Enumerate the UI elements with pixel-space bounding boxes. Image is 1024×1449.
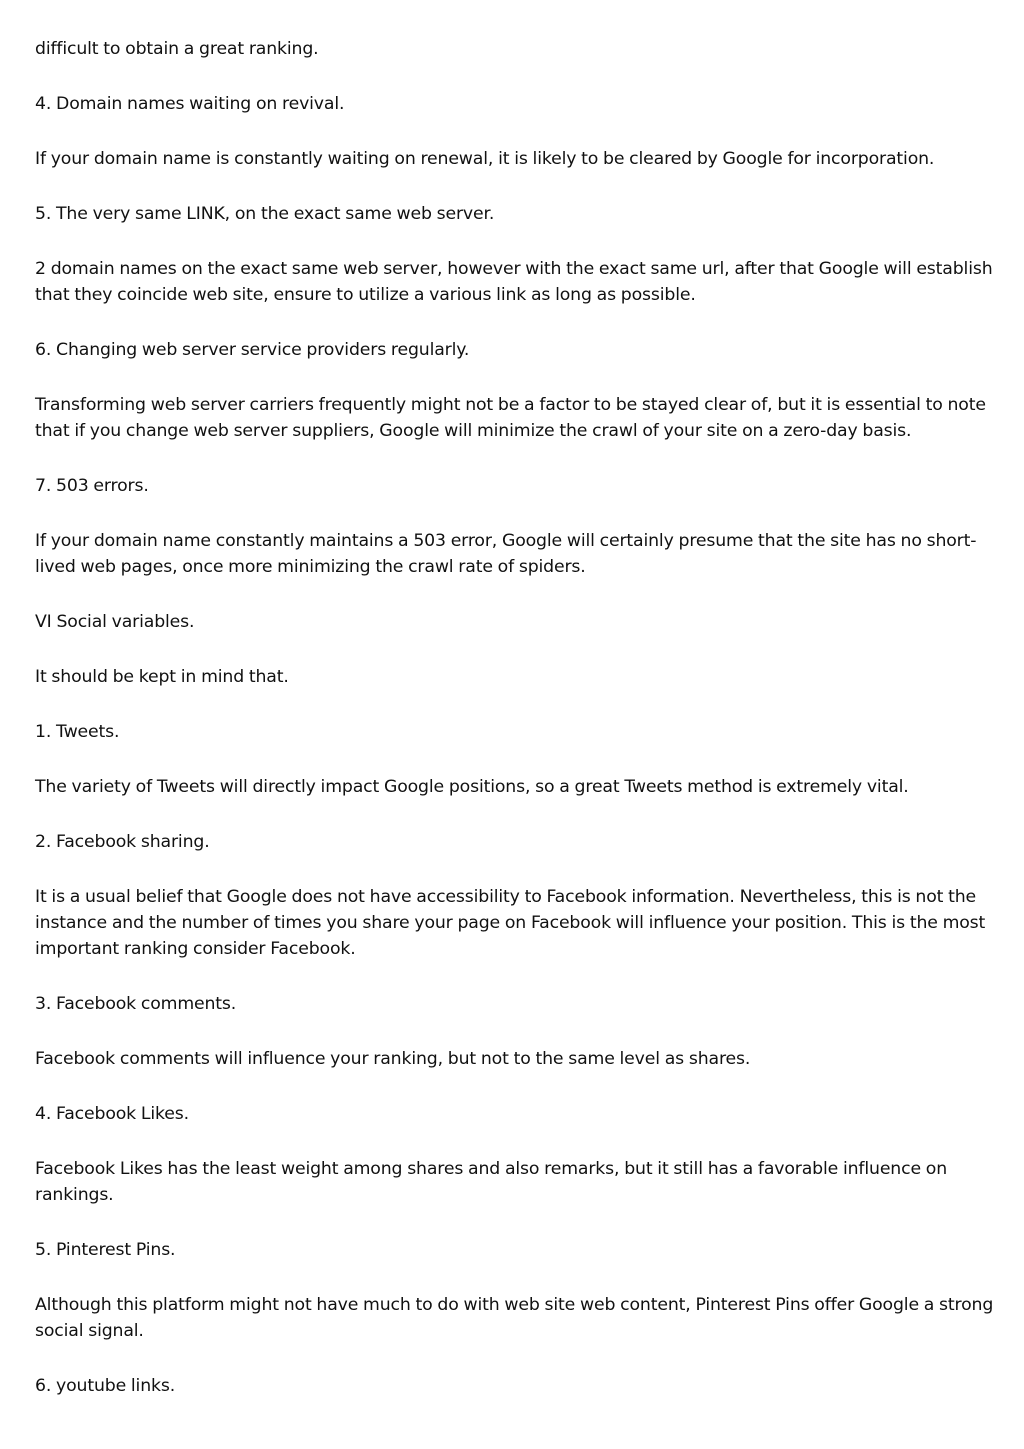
paragraph: The variety of Tweets will directly impact Google positions, so a great Tweets method is extremely vital. [35,777,909,797]
list-heading: 6. youtube links. [35,1376,176,1396]
paragraph: If your domain name is constantly waiting on renewal, it is likely to be cleared by Google for incorporation. [35,149,935,169]
paragraph: Transforming web server carriers frequently might not be a factor to be stayed clear of, but it is essential to note that if you change web server suppliers, Google will minimize the crawl of your site on a zero-day basis. [35,395,986,441]
paragraph: difficult to obtain a great ranking. [35,39,319,59]
paragraph: It should be kept in mind that. [35,667,289,687]
list-heading: 5. Pinterest Pins. [35,1240,176,1260]
list-heading: 4. Facebook Likes. [35,1104,189,1124]
list-heading: 1. Tweets. [35,722,120,742]
list-heading: 4. Domain names waiting on revival. [35,94,345,114]
list-heading: 2. Facebook sharing. [35,832,210,852]
list-heading: 6. Changing web server service providers regularly. [35,340,470,360]
document-body [35,36,995,1428]
paragraph: It is a usual belief that Google does not have accessibility to Facebook information. Nevertheless, this is not the instance and the number of times you share your page on Facebook will influence your position. This is the most important ranking consider Facebook. [35,887,986,959]
paragraph: Facebook comments will influence your ranking, but not to the same level as shares. [35,1049,751,1069]
paragraph: Although this platform might not have much to do with web site web content, Pinterest Pins offer Google a strong social signal. [35,1295,994,1341]
paragraph: 2 domain names on the exact same web server, however with the exact same url, after that Google will establish that they coincide web site, ensure to utilize a various link as long as possible. [35,259,993,305]
section-heading: VI Social variables. [35,612,195,632]
paragraph: If your domain name constantly maintains a 503 error, Google will certainly presume that the site has no short-lived web pages, once more minimizing the crawl rate of spiders. [35,531,977,577]
list-heading: 7. 503 errors. [35,476,149,496]
paragraph: Facebook Likes has the least weight among shares and also remarks, but it still has a favorable influence on rankings. [35,1159,948,1205]
list-heading: 3. Facebook comments. [35,994,237,1014]
list-heading: 5. The very same LINK, on the exact same web server. [35,204,495,224]
